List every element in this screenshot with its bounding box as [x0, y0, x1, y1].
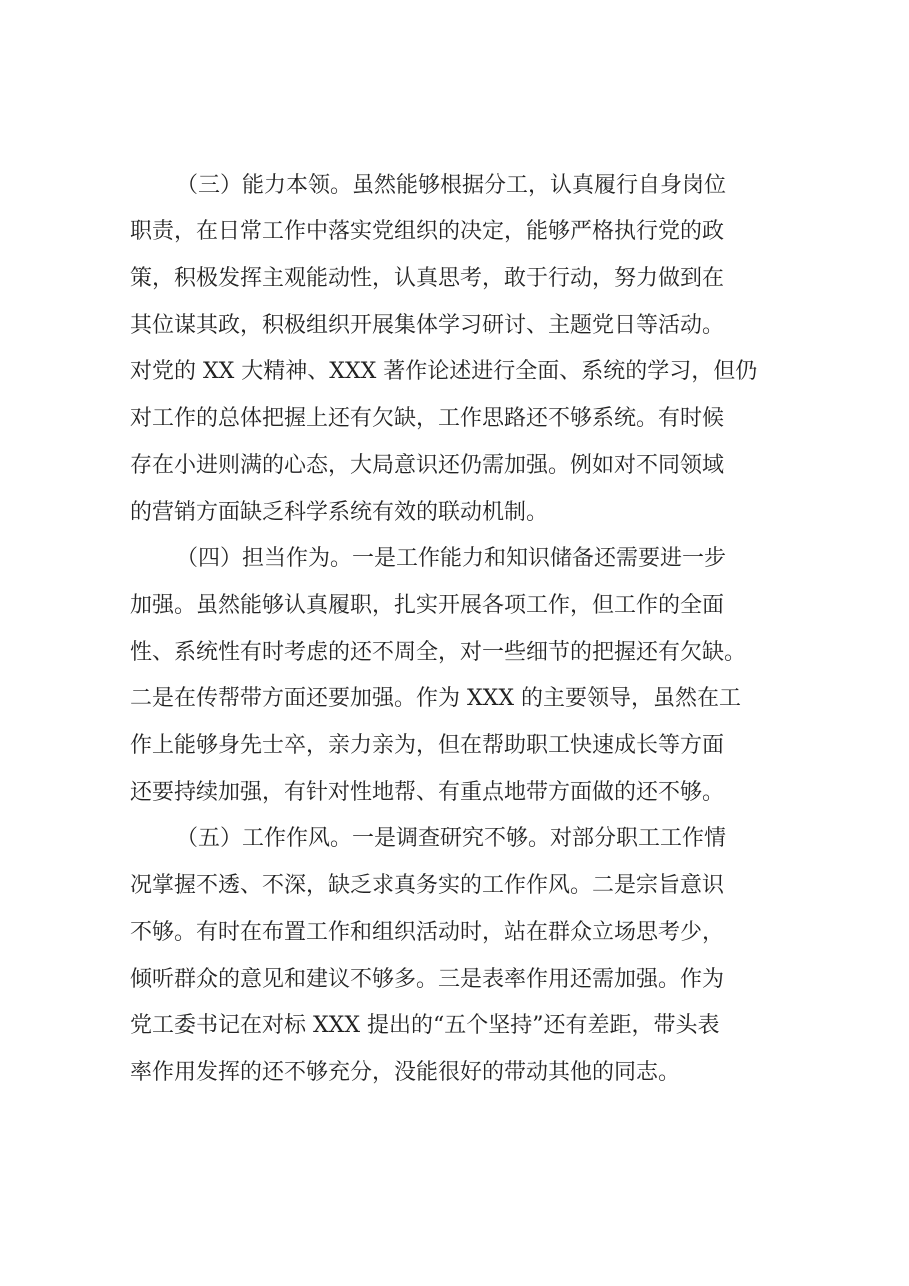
paragraph-line: 策，积极发挥主观能动性，认真思考，敢于行动，努力做到在 [130, 266, 725, 291]
paragraph-line: （五）工作作风。一是调查研究不够。对部分职工工作情 [176, 826, 727, 851]
paragraph-line: 其位谋其政，积极组织开展集体学习研讨、主题党日等活动。 [130, 313, 725, 338]
paragraph-line: 职责，在日常工作中落实党组织的决定，能够严格执行党的政 [130, 219, 725, 244]
paragraph-line: 二是在传帮带方面还要加强。作为 XXX 的主要领导，虽然在工 [130, 686, 741, 711]
paragraph-line: 况掌握不透、不深，缺乏求真务实的工作作风。二是宗旨意识 [130, 873, 725, 898]
paragraph-line: 对工作的总体把握上还有欠缺，工作思路还不够系统。有时候 [130, 406, 725, 431]
paragraph-line: 性、系统性有时考虑的还不周全，对一些细节的把握还有欠缺。 [130, 640, 747, 665]
paragraph-line: 还要持续加强，有针对性地帮、有重点地带方面做的还不够。 [130, 780, 725, 805]
paragraph-line: 加强。虽然能够认真履职，扎实开展各项工作，但工作的全面 [130, 593, 725, 618]
paragraph-line: （三）能力本领。虽然能够根据分工，认真履行自身岗位 [176, 173, 727, 198]
paragraph-line: 对党的 XX 大精神、XXX 著作论述进行全面、系统的学习，但仍 [130, 359, 758, 384]
paragraph-line: 党工委书记在对标 XXX 提出的“五个坚持”还有差距，带头表 [130, 1013, 720, 1038]
paragraph-line: 存在小进则满的心态，大局意识还仍需加强。例如对不同领域 [130, 453, 725, 478]
paragraph-line: 的营销方面缺乏科学系统有效的联动机制。 [130, 500, 549, 525]
paragraph-line: 作上能够身先士卒，亲力亲为，但在帮助职工快速成长等方面 [130, 733, 725, 758]
paragraph-line: 不够。有时在布置工作和组织活动时，站在群众立场思考少， [130, 920, 725, 945]
paragraph-line: （四）担当作为。一是工作能力和知识储备还需要进一步 [176, 546, 727, 571]
paragraph-line: 率作用发挥的还不够充分，没能很好的带动其他的同志。 [130, 1060, 681, 1085]
paragraph-line: 倾听群众的意见和建议不够多。三是表率作用还需加强。作为 [130, 967, 725, 992]
